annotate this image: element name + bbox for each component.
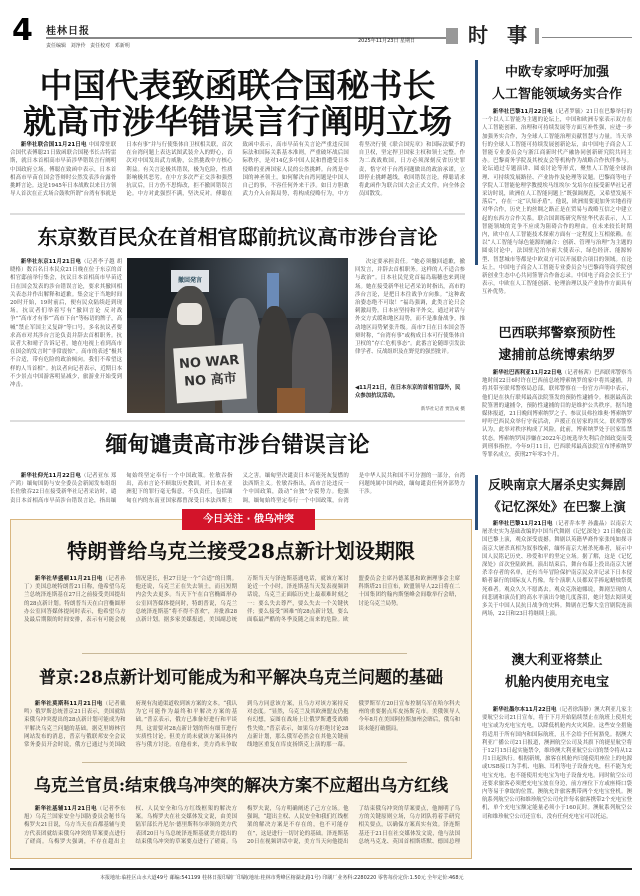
article-text: 以南京大屠杀史实为基础改编的中国当代舞剧《记忆深处》21日晚在法国巴黎上演，观众深受震撼。舞剧以英籍华裔作家张纯如探寻南京大屠杀真相为叙事线索，缅怀南京大屠杀死难者，展示中国人民铭记历史、珍爱和平的坚定立场。据了解，这是《记忆深处》首次登陆欧洲。演出结束后，舞台布幕上投出南京大屠杀幸存者的名单，还有当年冒险保护南京民众并记录下日本侵略者暴行的国际友人肖像。每个演职人员都双手捧起蜡烛祭奠死难者。观众久久不愿离去。观众克洛迪娜说，舞剧呈现的人间悲剧和演员们的高水平演出令她几度落泪，她计划去阅读更多关于中国人民抗日战争的史料。舞剧在巴黎大皇宫剧院连演两场，22日和23日将继续上演。 <box>482 521 632 618</box>
editors-credit: 责任编辑 刘净伶 责任校对 邓新明 <box>46 43 130 49</box>
tokyo-body-left <box>10 258 122 418</box>
article-text: 乌克兰国家安全与国防委员会秘书乌梅罗夫21日说，乌方当天在首都基辅与美方代表团就结束俄乌冲突的草案要点进行了磋商。乌梅罗夫强调，不存在超出主权、人民安全和乌方红线框架的解决方案。乌梅罗夫在社交媒体发文说，由美国陆军部长丹尼尔·德里斯科尔率领的美方代表团20日与乌总统泽连斯基就美方提出的结束俄乌冲突的草案要点进行了磋商。乌梅罗夫说，乌方明确阐述了己方立场。他强调，“超出主权、人民安全和我们红线框架的解决方案是不存在的，也不可能存在”，这是进行一切讨论的基础。泽连斯基20日在视频讲话中说，美方当天向他提出了结束俄乌冲突的草案要点，他阐明了乌方的关键原则立场，乌方团队将着手研究相关要点，以确保方案真实有效。泽连斯基还于21日在社交媒体发文说，他与法国总统马克龙、英国首相斯塔默、德国总理 <box>24 806 460 845</box>
headline-line: 巴西联邦警察预防性 <box>498 326 616 341</box>
headline-line: 《记忆深处》在巴黎上演 <box>488 499 626 514</box>
byline: （记者孙丁） <box>24 576 126 591</box>
trump-headline[interactable]: 特朗普给乌克兰接受28点新计划设期限 <box>67 539 415 563</box>
photo-credit: 新华社记者 贾浩成 摄 <box>420 407 465 412</box>
ukraine-headline[interactable]: 乌克兰官员:结束俄乌冲突的解决方案不应超出乌方红线 <box>33 776 449 796</box>
dateline: 新华社莫斯科11月21日电 <box>34 701 103 707</box>
divider <box>82 762 407 763</box>
dateline: 新华社华盛顿11月21日电 <box>34 576 103 582</box>
column-accent-bar <box>475 475 478 530</box>
divider <box>82 653 407 654</box>
article-text: 中国常驻联合国代表傅聪21日致函联合国秘书长古特雷斯，就日本首相高市早苗涉华错误言行阐明中国政府立场。傅聪在致函中表示，日本首相高市早苗在国会答辩时公然发表涉台露骨挑衅言论。这是1945年日本战败以来日方领导人首次在正式场合鼓吹所谓“台湾有事就是日本有事”并与行使集体自卫权相关联，首次在台湾问题上表达试图武装介入的野心，首次对中国发出武力威胁，公然挑战中方核心利益。有关言论极其错误，极为危险，性质影响极其恶劣。在中方多次严正交涉和强烈抗议后，日方仍不思悔改，拒不撤回错误言论。中方对此强烈不满，坚决反对。傅聪在致函中表示，高市早苗有关言论严重违反国际法和国际关系基本准则，严重破坏战后国际秩序，是对14亿多中国人民和曾遭受日本侵略的亚洲国家人民的公然挑衅。台湾是中国的神圣领土，如何解决台湾问题是中国人自己的事，不容任何外来干涉。如日方胆敢武力介入台海局势，将构成侵略行为，中方将坚决行使《联合国宪章》和国际法赋予的自卫权，坚定捍卫国家主权和领土完整。作为二战战败国，日方必须深刻反省历史罪责，恪守对于台湾问题做出的政治承诺，立即停止挑衅越线，收回错误言论。傅聪请求将此函作为联合国大会正式文件，向全体会员国散发。 <box>10 142 465 198</box>
divider <box>10 213 465 215</box>
header-rule <box>542 37 632 38</box>
issue-date: 2025年11月23日 星期日 <box>358 38 416 44</box>
article-text: 俄罗斯总统普京21日表示，美国就结束俄乌冲突提出的28点新计划可能成为和平解决乌克兰问题的基础。据克里姆林宫网站发布的消息，普京与俄联邦安全会议常务委员开会时说，俄方已通过与美国政府现有沟通渠道收到该方案的文本。“我认为它可能作为最终和平解决方案的基础。”普京表示，俄方已准备好进行和平谈判，这需要对28点新计划的所有细节进行实质性讨论。但美方尚未就该方案具体内容与俄方讨论。在他看来，美方尚未争取到乌方同意该方案，且乌方对该方案持反对态度。“显然，乌克兰及其欧洲盟友仍抱有幻想，妄图在战场上让俄罗斯遭受战略性失败。”普京表示，如果乌方拒绝讨论28点新计划，那么俄军必然会在其他关键前线地区重复在库皮扬斯克上演的那一幕。俄罗斯军方20日宣布控制乌军在哈尔科夫州的重要据点库皮扬斯克市。美俄领导人今年8月在美国阿拉斯加州会晤后，俄乌和谈未能打破僵局。 <box>24 701 460 749</box>
byline: （记者徐海静） <box>556 707 595 713</box>
face-mask <box>177 303 202 325</box>
putin-headline[interactable]: 普京:28点新计划可能成为和平解决乌克兰问题的基础 <box>39 668 443 688</box>
australia-headline[interactable] <box>482 650 632 694</box>
footer-rule <box>10 868 632 870</box>
nanjing-headline[interactable] <box>482 474 632 518</box>
australia-body <box>482 706 632 863</box>
article-text: 21日在巴黎举行的一个以人工智能为主题的论坛上，中国和欧洲专家表示双方在人工智能创新、治理和可持续发展等方面互补性强，应进一步加强务实合作，为全球人工智能治理贡献智慧与力量。当天举行的全球人工智能可持续发展创新论坛，由中国电子商会人工智能专业委员会与浙江商新时代产融协同创新研究院共同主办。巴黎商务学院及其校友会等机构作为战略合作伙伴参与。论坛通过专题演讲、圆桌讨论等形式，聚焦人工智能全球治理、可持续发展路径、产业协作及伦理等议题。巴黎商等电子学院人工智能伦理学教授埃马纽埃尔·戈培尔在接受新华社记者采访时说，欧洲在人工智能问题上“既强调规范，又希望发展不落后”，存在一定“认知矛盾”。他说，欧洲需要更加务实地看待对华合作，历史上的丝绸之路正是在贸易与战略互信之中建立起的东西方合作关系。联合国训练研究所驻华代表表示，人工智能领域的竞争不应成为阻碍合作的理由。在未来较长时期内，欧中在人工智能技术探索方面有一定程度上互相依赖。在以“人工智能与绿色能源的融合：创新、管理与治理”为主题的圆桌讨论中，法国驻尼泊尔前大使表示，绿色经济、能源转型、智慧城市等都是中欧双方可以开展联合项目的领域。在论坛上，中国电子商会人工智能专业委员会与巴黎商等商学院创新创业生态中心共同签署合作备忘录。中国电子商会会长王宁表示，中欧在人工智能创新、伦理治理以及产业协作方面具有互补优势。 <box>482 109 632 296</box>
trump-body <box>24 575 460 641</box>
header-block <box>535 28 539 44</box>
byline: （记者李东旭） <box>24 806 126 821</box>
lead-headline-line: 中国代表致函联合国秘书长 <box>39 66 436 105</box>
lead-headline[interactable] <box>10 68 465 140</box>
focus-tag: 今日关注 · 俄乌冲突 <box>182 509 315 530</box>
byline: （记者戴鸣） <box>24 701 126 716</box>
dateline: 新华社东京11月21日电 <box>20 259 82 265</box>
footer-imprint: 本报地址:临桂区山水大道49号 邮编:541199 桂林日报印刷厂印刷(地址:桂林市秀峰区榕湖北路1号) 印刷厂业务科:2280220 零售每份定价:1.50元 全年定价:468元 <box>100 875 464 881</box>
tokyo-body-right <box>355 258 465 368</box>
sign-text: NO 高市 <box>183 371 238 390</box>
article-text: 决定要承担责任。“她必须撤回道歉，撤回发言，并辞去首相职务。这样的人不适合参与政治”。日本社民党党首福岛瑞穗也来到现场。她在接受新华社记者采访时指出，高市的涉台言论，是把日本往战争方向推。“这种政治姿态绝不可取！”福岛强调，此类言论只会刺激局势。日本应坚持和平外交，通过对话与外交方式缓和地区局势，而不是准备战争，推动地区局势紧张升级。高市7日在日本国会答辩时称，“台湾有事”或构成日本可行使集体自卫权的“存亡危机事态”。此番言论随即引发法律学者、反战组织及在野党的强烈批评。 <box>355 259 465 356</box>
page-number: 4 <box>12 13 33 48</box>
ai-body <box>482 108 632 321</box>
dateline: 新华社巴西利亚11月22日电 <box>492 370 562 376</box>
byline: （记者亚东 郑产鸿） <box>10 473 117 488</box>
headline-line: 逮捕前总统博索纳罗 <box>498 348 616 363</box>
article-text: 巴西联邦警察当地时间22日6时许在巴西前总统博索纳罗的家中将其逮捕，并将其带至联邦警察局总部。联邦警察在一份官方声明中表示，他们是在执行联邦最高法院签发的预防性逮捕令。根据最高法院签署的逮捕令，预防性逮捕的目的是维护公共秩序。据当地媒体报道，21日晚间博索纳罗之子、参议员弗拉维奥·博索纳罗呼吁巴西民众举行守夜活动，声援正在居家的其父。联邦警察认为，此举对秩序构成了风险。此前，博索纳罗处于居家监禁状态。博索纳罗因涉嫌在2022年总统选举失利后企图政变而受到刑事指控。今年9月11日，巴西联邦最高法院宣布博索纳罗等罪名成立，获刑27年零3个月。 <box>482 370 632 459</box>
dateline: 新华社基辅11月21日电 <box>34 806 97 812</box>
brazil-body <box>482 369 632 465</box>
byline: （记者杨茜） <box>561 370 595 376</box>
divider <box>10 420 465 422</box>
headline-line: 反映南京大屠杀史实舞剧 <box>488 477 626 492</box>
headline-line: 机舱内使用充电宝 <box>504 675 609 690</box>
ukraine-body <box>24 805 460 849</box>
headline-line: 澳大利亚将禁止 <box>511 653 603 668</box>
dateline: 新华社巴黎11月22日电 <box>492 109 553 115</box>
headline-line: 人工智能领域务实合作 <box>491 87 622 102</box>
protest-sign <box>173 344 247 404</box>
byline: （记者李子越 胡晓格） <box>10 259 122 274</box>
myanmar-body <box>10 472 465 506</box>
banner-sign: 撤回発言 <box>171 270 209 292</box>
header-block <box>446 28 458 44</box>
article-text: 美国总统特朗普21日称，他希望乌克兰总统泽连斯基在27日之前接受美国提出的28点新计划。特朗普当天在白宫椭圆形办公室回答媒体提问时表示，他希望乌方及最后期限的时间安排，表示有可能会视情况延长，但27日是一个“合适”的日期。他还说，乌克兰正在失去领土，而且短期内会失去更多。当天下午在白宫椭圆形办公室回答媒体提问时，特朗普说，乌克兰总统泽连斯基“将不得不喜欢”，并批准28点新计划。据多家美媒报道，美国副总统万斯当天与泽连斯基通电话，就该方案讨论近一个小时。泽连斯基当天发表视频讲话说，乌克兰正面临历史上最艰难时刻之一：要么失去尊严，要么失去一个关键伙伴；要么接受“困难”的28点新计划，要么面临最严酷的冬季及随之而来的危险。欧盟委员会主席冯德莱恩和欧洲理事会主席科斯塔21日宣布，欧盟领导人22日将在二十国集团约翰内斯堡峰会间歇举行会晤，讨论乌克兰局势。 <box>24 576 460 624</box>
headline-line: 中欧专家呼吁加强 <box>504 65 609 80</box>
tokyo-headline[interactable]: 东京数百民众在首相官邸前抗议高市涉台言论 <box>37 225 438 249</box>
dateline: 新华社巴黎11月21日电 <box>492 521 553 527</box>
masthead-logo: 桂林日报 <box>46 26 90 37</box>
dateline: 新华社联合国11月21日电 <box>20 142 87 148</box>
article-text: 缅甸国防与安全委员会新闻发布组组长佐敏吞22日在接受新华社记者采访时，谴责日本首相高市早苗涉台错误言论，指出缅甸始终坚定奉行一个中国政策。佐敏吞指出，高市言论不顾取历史教训，对日本在亚洲犯下的罪行毫无悔意，不负责任，包括缅甸在内的东南亚国家都曾深受日本法西斯主义之害。缅甸坚决谴责日本可能死灰复燃的法西斯主义。佐敏吞指出，高市言论违反一个中国政策，鼓动“台独”分裂势力。他强调，缅甸始终坚定奉行一个中国政策，台湾是中华人民共和国不可分割的一部分，台湾问题纯属中国内政，缅甸谴责任何外部势力干涉。 <box>10 473 465 504</box>
ai-headline[interactable] <box>482 62 632 106</box>
byline: （记者罗毓） <box>552 109 587 115</box>
photo-caption: ◀11月21日，在日本东京的首相官邸外，民众参加抗议活动。 <box>355 385 461 399</box>
brazil-headline[interactable] <box>482 323 632 367</box>
byline: （记者乔本孝 孙鑫晶） <box>552 521 610 527</box>
nanjing-body <box>482 520 632 635</box>
section-title: 时 事 <box>468 23 533 47</box>
bag <box>277 388 305 413</box>
lead-headline-line: 就高市涉华错误言行阐明立场 <box>23 102 452 141</box>
protest-photo[interactable] <box>127 258 348 413</box>
column-accent-bar <box>475 60 478 265</box>
article-text: 数百名日本民众21日晚在位于东京的首相官邸前举行集会，抗议日本首相高市早苗近日在国会发表的涉台错误言论，要求其撤回相关表态并作出解释和道歉。集会定于当地时间20时开始，19时前后，便有民众陆续赶到现场。抗议者们举着写有“撤回言论 反对战争”“高市才有事”“高市下台”等标语的牌子，高喊“禁止军国主义复辟”等口号。多名抗议者要求高市对其涉台言论负责并辞去首相职务。抗议者大和晴子告诉记者，她在电视上看到高市在国会的发言时“非常震惊”。高市的表述“极其不合适，带有危险的政治倾向。我们不希望这样的人当首相”。抗议者向记者表示，近期日本不少景点中国游客明显减少，旅游业开始受到冲击。 <box>10 267 122 389</box>
lead-body <box>10 141 465 207</box>
article-text: 澳大利亚几家主要航空公司21日宣布，将于下月开始陆续禁止在航班上使用充电宝或为充电宝充电，以降低机舱内火灾风险。这些安全措施将适用于所有国内和国际航班，且不会给予任何豁免。据澳大利亚广播公司21日报道，澳洲航空公司及其旗下的捷星航空将于12月15日起实施禁令，维珍澳大利亚航空公司的禁令将从12月1日起执行。根据新规，旅客在机舱内只能使用座位上的电源或USB接口为手机、电脑、耳机等电子设备充电，但不能为充电宝充电，也不能使用充电宝为电子设备充电。同时航空公司还要求旅客必须把充电宝放在身边，前方座位下方或座椅口袋内等易于拿取的位置。澳航允许旅客携带两个充电宝登机。澳航系列航空公司和维珍航空公司允许每名旅客携带2个充电宝登机，单个充电宝额定能量必须小于160瓦时。澳航系列航空公司和维珍航空公司还宣布，没有任何充电宝可以托运。 <box>482 707 632 820</box>
dateline: 新华社仰光11月22日电 <box>20 473 81 479</box>
putin-body <box>24 700 460 758</box>
dateline: 新华社墨尔本11月22日电 <box>492 707 557 713</box>
myanmar-headline[interactable]: 缅甸谴责高市涉台错误言论 <box>105 432 370 458</box>
sign-text: NO WAR <box>178 352 240 373</box>
